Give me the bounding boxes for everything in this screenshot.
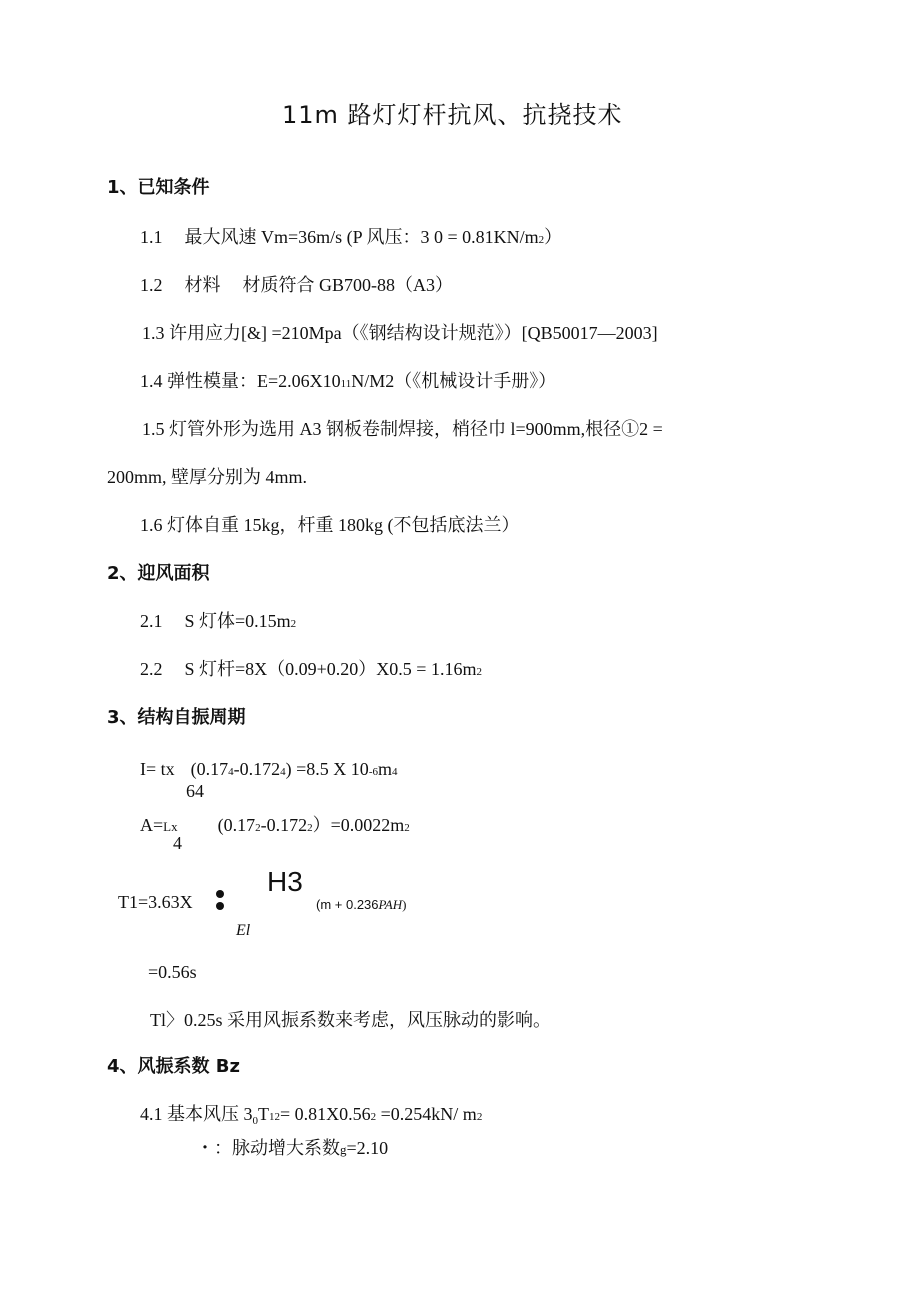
item-1-5-line2: 200mm, 壁厚分别为 4mm. [107,467,308,487]
item-4-1-sub-d: 2 [370,1111,377,1123]
equation-period-paren-c: ) [402,897,407,912]
equation-inertia-result: ) =8.5 X 10 [285,759,369,779]
equation-period-result: =0.56s [148,962,197,982]
item-1-1-end: ） [544,227,563,247]
equation-period-paren [316,893,406,914]
item-4-1-calc: = 0.81X0.56 [280,1104,371,1124]
equation-period-paren-b: PAH [378,897,403,912]
item-1-2 [140,271,453,297]
item-1-4-end: N/M2（《机械设计手册》） [351,371,557,391]
equation-period-dot-upper [216,890,224,898]
equation-inertia-term-a: (0.17 [190,759,229,779]
equation-area-lhs: A= [140,815,164,835]
item-1-5-line1: 1.5 灯管外形为选用 A3 钢板卷制焊接，梢径巾 l=900mm,根径①2 = [142,419,663,439]
equation-inertia-exp-d: 4 [392,766,398,778]
item-1-6: 1.6 灯体自重 15kg，杆重 180kg (不包括底法兰） [140,515,520,535]
item-1-2-label: 材料 [184,275,221,295]
section-4-heading: 4、风振系数 Bz [107,1056,240,1077]
item-1-1-sub: 2 [538,234,545,246]
equation-area-term-a: (0.17 [217,815,256,835]
equation-area-exp-b: 2 [307,822,313,834]
item-4-1 [140,1100,482,1126]
item-2-1-number: 2.1 [140,611,163,631]
item-2-2-number: 2.2 [140,659,163,679]
item-4-1-result: =0.254kN/ m [376,1104,477,1124]
item-2-1 [140,607,296,633]
equation-inertia-unit: m [377,759,392,779]
equation-area-exp-a: 2 [255,822,261,834]
equation-period-h3: H3 [267,866,303,897]
item-4-1-sub-b: 1 [269,1111,275,1123]
item-1-4-sub: 11 [340,378,352,390]
equation-inertia-denominator: 64 [186,781,204,801]
item-4-2-symbol: g [340,1142,347,1157]
item-4-1-text: 4.1 基本风压 3 [140,1104,253,1124]
item-4-2-text: ・：脉动增大系数 [196,1138,340,1158]
item-1-1-number: 1.1 [140,227,163,247]
item-2-2 [140,655,482,681]
item-1-3: 1.3 许用应力[&] =210Mpa（《钢结构设计规范》）[QB50017—2003] [142,323,658,343]
item-2-1-sub: 2 [290,618,297,630]
document-title: 11m 路灯灯杆抗风、抗挠技术 [282,101,623,129]
item-2-1-text: S 灯体=0.15m [184,611,291,631]
equation-period-denominator: El [236,922,251,939]
equation-period-dot-lower [216,902,224,910]
equation-area-numerator: Lx [163,819,178,834]
equation-inertia-exp-c: -6 [368,766,378,778]
item-4-2 [196,1134,388,1160]
item-1-1 [140,223,562,249]
equation-period-lhs: T1=3.63X [118,892,193,912]
equation-area-exp-c: 2 [404,822,410,834]
equation-period-paren-a: (m + 0.236 [316,897,379,912]
item-1-4 [140,367,556,393]
item-4-2-value: =2.10 [346,1138,389,1158]
equation-inertia [140,759,398,780]
section-1-heading: 1、已知条件 [107,177,210,198]
section-2-heading: 2、迎风面积 [107,563,210,584]
equation-area-term-b: -0.172 [260,815,308,835]
equation-inertia-exp-a: 4 [228,766,234,778]
equation-inertia-exp-b: 4 [280,766,286,778]
equation-area-denominator: 4 [173,833,182,853]
item-1-4-text: 1.4 弹性模量：E=2.06X10 [140,371,341,391]
item-2-2-sub: 2 [476,666,482,678]
item-4-1-sub-c: 2 [274,1111,280,1123]
item-2-2-text: S 灯杆=8X（0.09+0.20）X0.5 = 1.16m [184,659,477,679]
period-note: Tl〉0.25s 采用风振系数来考虑，风压脉动的影响。 [150,1010,551,1030]
item-4-1-t: T [258,1104,269,1124]
equation-inertia-term-b: -0.172 [233,759,281,779]
equation-inertia-lhs: I= tx [140,759,175,779]
item-1-2-text: 材质符合 GB700-88（A3） [242,275,453,295]
equation-area-result: ）=0.0022m [312,815,405,835]
item-1-2-number: 1.2 [140,275,163,295]
item-1-1-text: 最大风速 Vm=36m/s (P 风压：3 0 = 0.81KN/m [184,227,539,247]
item-4-1-sub-e: 2 [476,1111,483,1123]
item-4-1-sub-a: 0 [252,1115,258,1127]
section-3-heading: 3、结构自振周期 [107,707,246,728]
